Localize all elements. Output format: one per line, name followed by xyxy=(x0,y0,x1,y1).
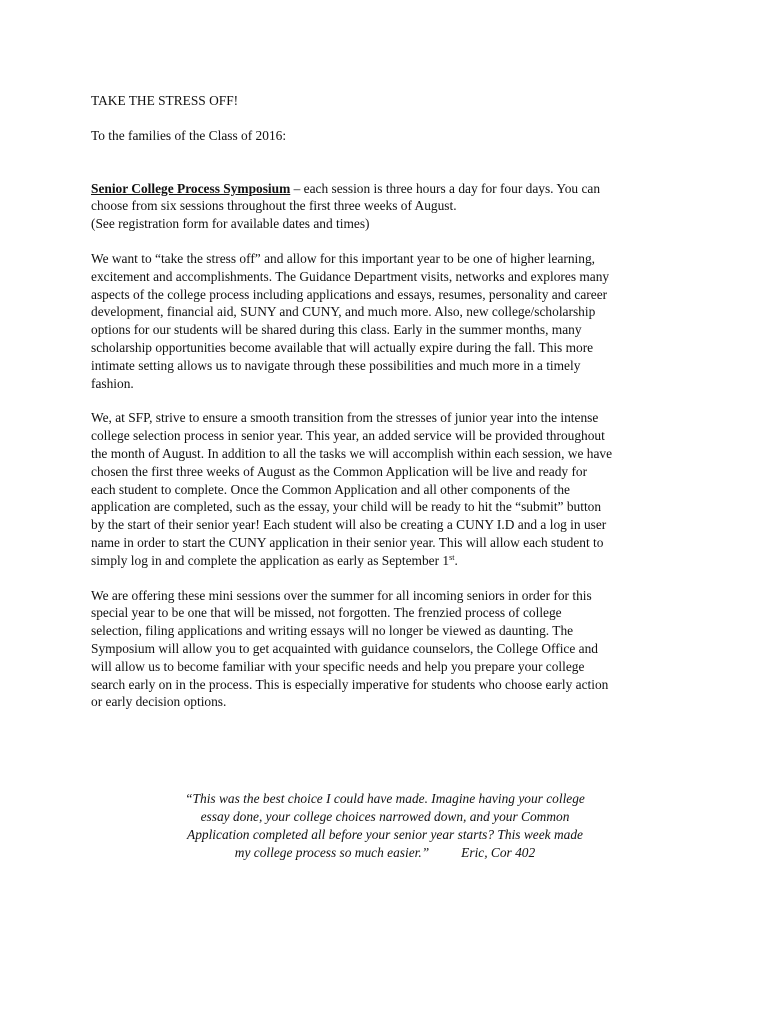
paragraph-line: options for our students will be shared during this class. Early in the summer months, many xyxy=(91,322,582,338)
quote-line: “This was the best choice I could have made. Imagine having your college xyxy=(185,791,585,806)
salutation: To the families of the Class of 2016: xyxy=(91,127,287,143)
paragraph-line xyxy=(91,552,691,570)
paragraph-line: will allow us to become familiar with your specific needs and help you prepare your college xyxy=(91,658,585,674)
paragraph-stress-off xyxy=(91,250,691,392)
intro-line xyxy=(91,180,691,198)
paragraph-line: or early decision options. xyxy=(91,694,227,710)
paragraph-line: by the start of their senior year! Each student will also be creating a CUNY I.D and a log in user xyxy=(91,517,607,533)
paragraph-line: special year to be one that will be missed, not forgotten. The frenzied process of college xyxy=(91,605,562,621)
quote-author: Eric, Cor 402 xyxy=(461,845,536,860)
ordinal-suffix: st xyxy=(449,552,455,562)
paragraph-line-text: simply log in and complete the application as early as September 1 xyxy=(91,552,450,568)
paragraph-line-end: . xyxy=(454,552,458,568)
paragraph-line: We want to “take the stress off” and allow for this important year to be one of higher learning, xyxy=(91,250,596,266)
paragraph-line: development, financial aid, SUNY and CUNY, and much more. Also, new college/scholarship xyxy=(91,304,596,320)
symposium-title: Senior College Process Symposium xyxy=(91,180,291,196)
paragraph-line: fashion. xyxy=(91,375,134,391)
paragraph-line: excitement and accomplishments. The Guidance Department visits, networks and explores many xyxy=(91,268,610,284)
paragraph-line: college selection process in senior year. This year, an added service will be provided throughout xyxy=(91,428,605,444)
testimonial-quote xyxy=(120,790,650,862)
quote-last-line: my college process so much easier.” xyxy=(234,845,430,860)
paragraph-line: each student to complete. Once the Common Application and all other components of the xyxy=(91,481,570,497)
quote-line: essay done, your college choices narrowed down, and your Common xyxy=(200,809,570,824)
paragraph-line: application are completed, such as the essay, your child will be ready to hit the “submit” button xyxy=(91,499,602,515)
paragraph-line: intimate setting allows us to navigate through these possibilities and much more in a timely xyxy=(91,357,581,373)
paragraph-mini-sessions xyxy=(91,587,691,712)
letter-body xyxy=(91,92,691,728)
intro-line-rest: – each session is three hours a day for four days. You can xyxy=(290,180,601,196)
paragraph-line: aspects of the college process including applications and essays, resumes, personality and career xyxy=(91,286,608,302)
intro-line: choose from six sessions throughout the first three weeks of August. xyxy=(91,198,457,214)
paragraph-line: search early on in the process. This is especially imperative for students who choose early action xyxy=(91,676,609,692)
intro-paragraph xyxy=(91,180,691,233)
paragraph-line: the month of August. In addition to all the tasks we will accomplish within each session, we have xyxy=(91,445,613,461)
quote-line xyxy=(120,844,650,862)
paragraph-line: We are offering these mini sessions over the summer for all incoming seniors in order for this xyxy=(91,587,592,603)
quote-line: Application completed all before your senior year starts? This week made xyxy=(187,827,583,842)
paragraph-line: We, at SFP, strive to ensure a smooth transition from the stresses of junior year into the intense xyxy=(91,410,599,426)
intro-line: (See registration form for available dates and times) xyxy=(91,216,370,232)
paragraph-line: Symposium will allow you to get acquainted with guidance counselors, the College Office and xyxy=(91,640,599,656)
paragraph-line: name in order to start the CUNY application in their senior year. This will allow each student to xyxy=(91,534,604,550)
paragraph-line: chosen the first three weeks of August as the Common Application will be live and ready for xyxy=(91,463,588,479)
paragraph-transition xyxy=(91,409,691,569)
paragraph-line: selection, filing applications and writing essays will no longer be viewed as daunting. The xyxy=(91,623,574,639)
paragraph-line: scholarship opportunities become available that will actually expire during the fall. This more xyxy=(91,339,594,355)
letter-heading: TAKE THE STRESS OFF! xyxy=(91,93,239,108)
